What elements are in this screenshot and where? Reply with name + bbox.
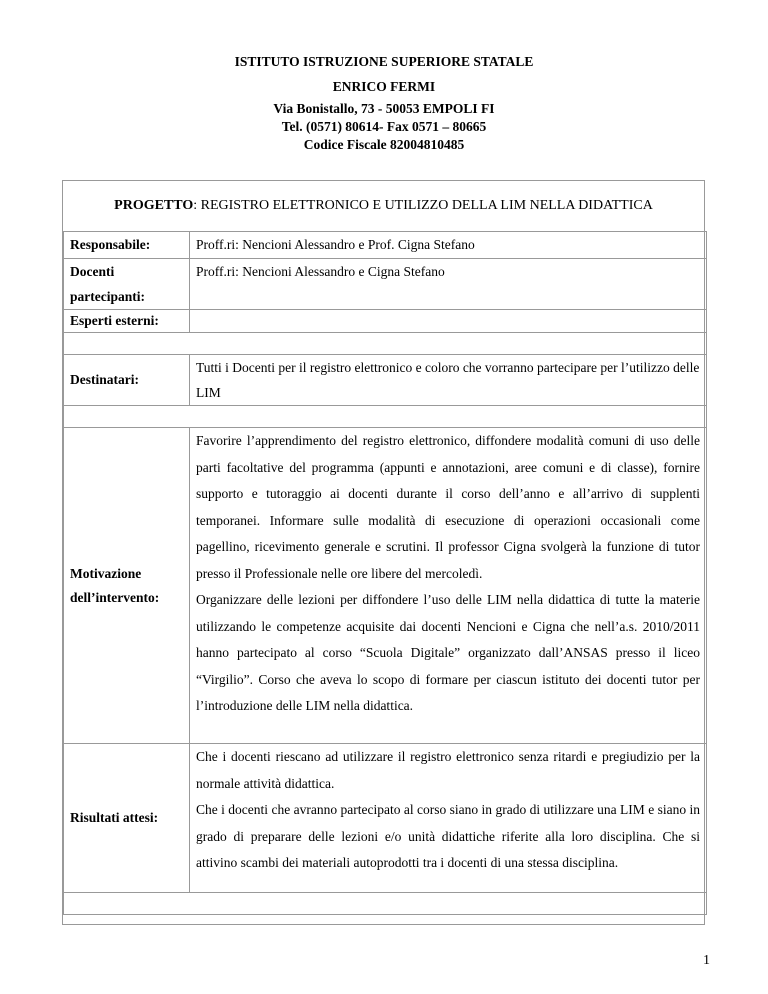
row-esperti — [64, 310, 707, 333]
responsabile-value: Proff.ri: Nencioni Alessandro e Prof. Cigna Stefano — [190, 232, 707, 259]
risultati-paragraph: Che i docenti riescano ad utilizzare il registro elettronico senza ritardi e pregiudizio per la normale attività didattica. — [196, 749, 700, 791]
motivazione-paragraph: Organizzare delle lezioni per diffondere l’uso delle LIM nella didattica di tutte la materie utilizzando le competenze acquisite dai docenti Nencioni e Cigna che nell’a.s. 2010/2011 hanno partecipato al corso “Scuola Digitale” organizzato dall’ANSAS presso il liceo “Virgilio”. Corso che aveva lo scopo di formare per ciascun istituto dei docenti tutor per l’introduzione delle LIM nella didattica. — [196, 592, 700, 713]
risultati-paragraph: Che i docenti che avranno partecipato al corso siano in grado di utilizzare una LIM e siano in grado di preparare delle lezioni e/o unità didattiche riferite alla loro disciplina. Che si attivino scambi dei materiali autoprodotti tra i docenti di una stessa disciplina. — [196, 802, 700, 870]
row-motivazione — [64, 428, 707, 744]
row-spacer — [64, 406, 707, 428]
school-tax-code: Codice Fiscale 82004810485 — [303, 137, 465, 152]
risultati-value — [190, 744, 707, 893]
docenti-value: Proff.ri: Nencioni Alessandro e Cigna Stefano — [190, 259, 707, 310]
motivazione-paragraph: Favorire l’apprendimento del registro elettronico, diffondere modalità comuni di uso delle parti facoltative del programma (appunti e annotazioni, aree comuni e di classe), fornire supporto e tutoraggio ai docenti durante il corso dell’anno e all’arrivo di supplenti temporanei. Informare sulle modalità di esecuzione di operazioni occasionali come pagellino, ricevimento generale e scrutini. Il professor Cigna svolgerà la funzione di tutor presso il Professionale nelle ore libere del mercoledì. — [196, 433, 700, 581]
motivazione-value — [190, 428, 707, 744]
project-table — [63, 231, 707, 915]
row-responsabile — [64, 232, 707, 259]
esperti-value — [190, 310, 707, 333]
project-name: : REGISTRO ELETTRONICO E UTILIZZO DELLA LIM NELLA DIDATTICA — [193, 198, 653, 213]
row-spacer — [64, 893, 707, 915]
destinatari-label: Destinatari: — [64, 355, 190, 406]
row-risultati — [64, 744, 707, 893]
responsabile-label: Responsabile: — [64, 232, 190, 259]
esperti-label: Esperti esterni: — [64, 310, 190, 333]
school-phone: Tel. (0571) 80614- Fax 0571 – 80665 — [281, 119, 487, 134]
project-title — [63, 181, 704, 231]
risultati-label: Risultati attesi: — [64, 744, 190, 893]
row-spacer — [64, 333, 707, 355]
row-docenti — [64, 259, 707, 310]
spacer-cell — [64, 893, 707, 915]
spacer-cell — [64, 333, 707, 355]
school-address: Via Bonistallo, 73 - 50053 EMPOLI FI — [273, 101, 495, 116]
project-label: PROGETTO — [114, 198, 194, 213]
page-number: 1 — [703, 953, 710, 968]
project-form — [62, 180, 705, 925]
school-name: ENRICO FERMI — [332, 79, 436, 94]
school-header — [0, 50, 768, 154]
docenti-label: Docenti partecipanti: — [64, 259, 190, 310]
school-type: ISTITUTO ISTRUZIONE SUPERIORE STATALE — [234, 54, 534, 69]
destinatari-value: Tutti i Docenti per il registro elettronico e coloro che vorranno partecipare per l’utilizzo delle LIM — [190, 355, 707, 406]
spacer-cell — [64, 406, 707, 428]
row-destinatari — [64, 355, 707, 406]
motivazione-label: Motivazione dell’intervento: — [64, 428, 190, 744]
